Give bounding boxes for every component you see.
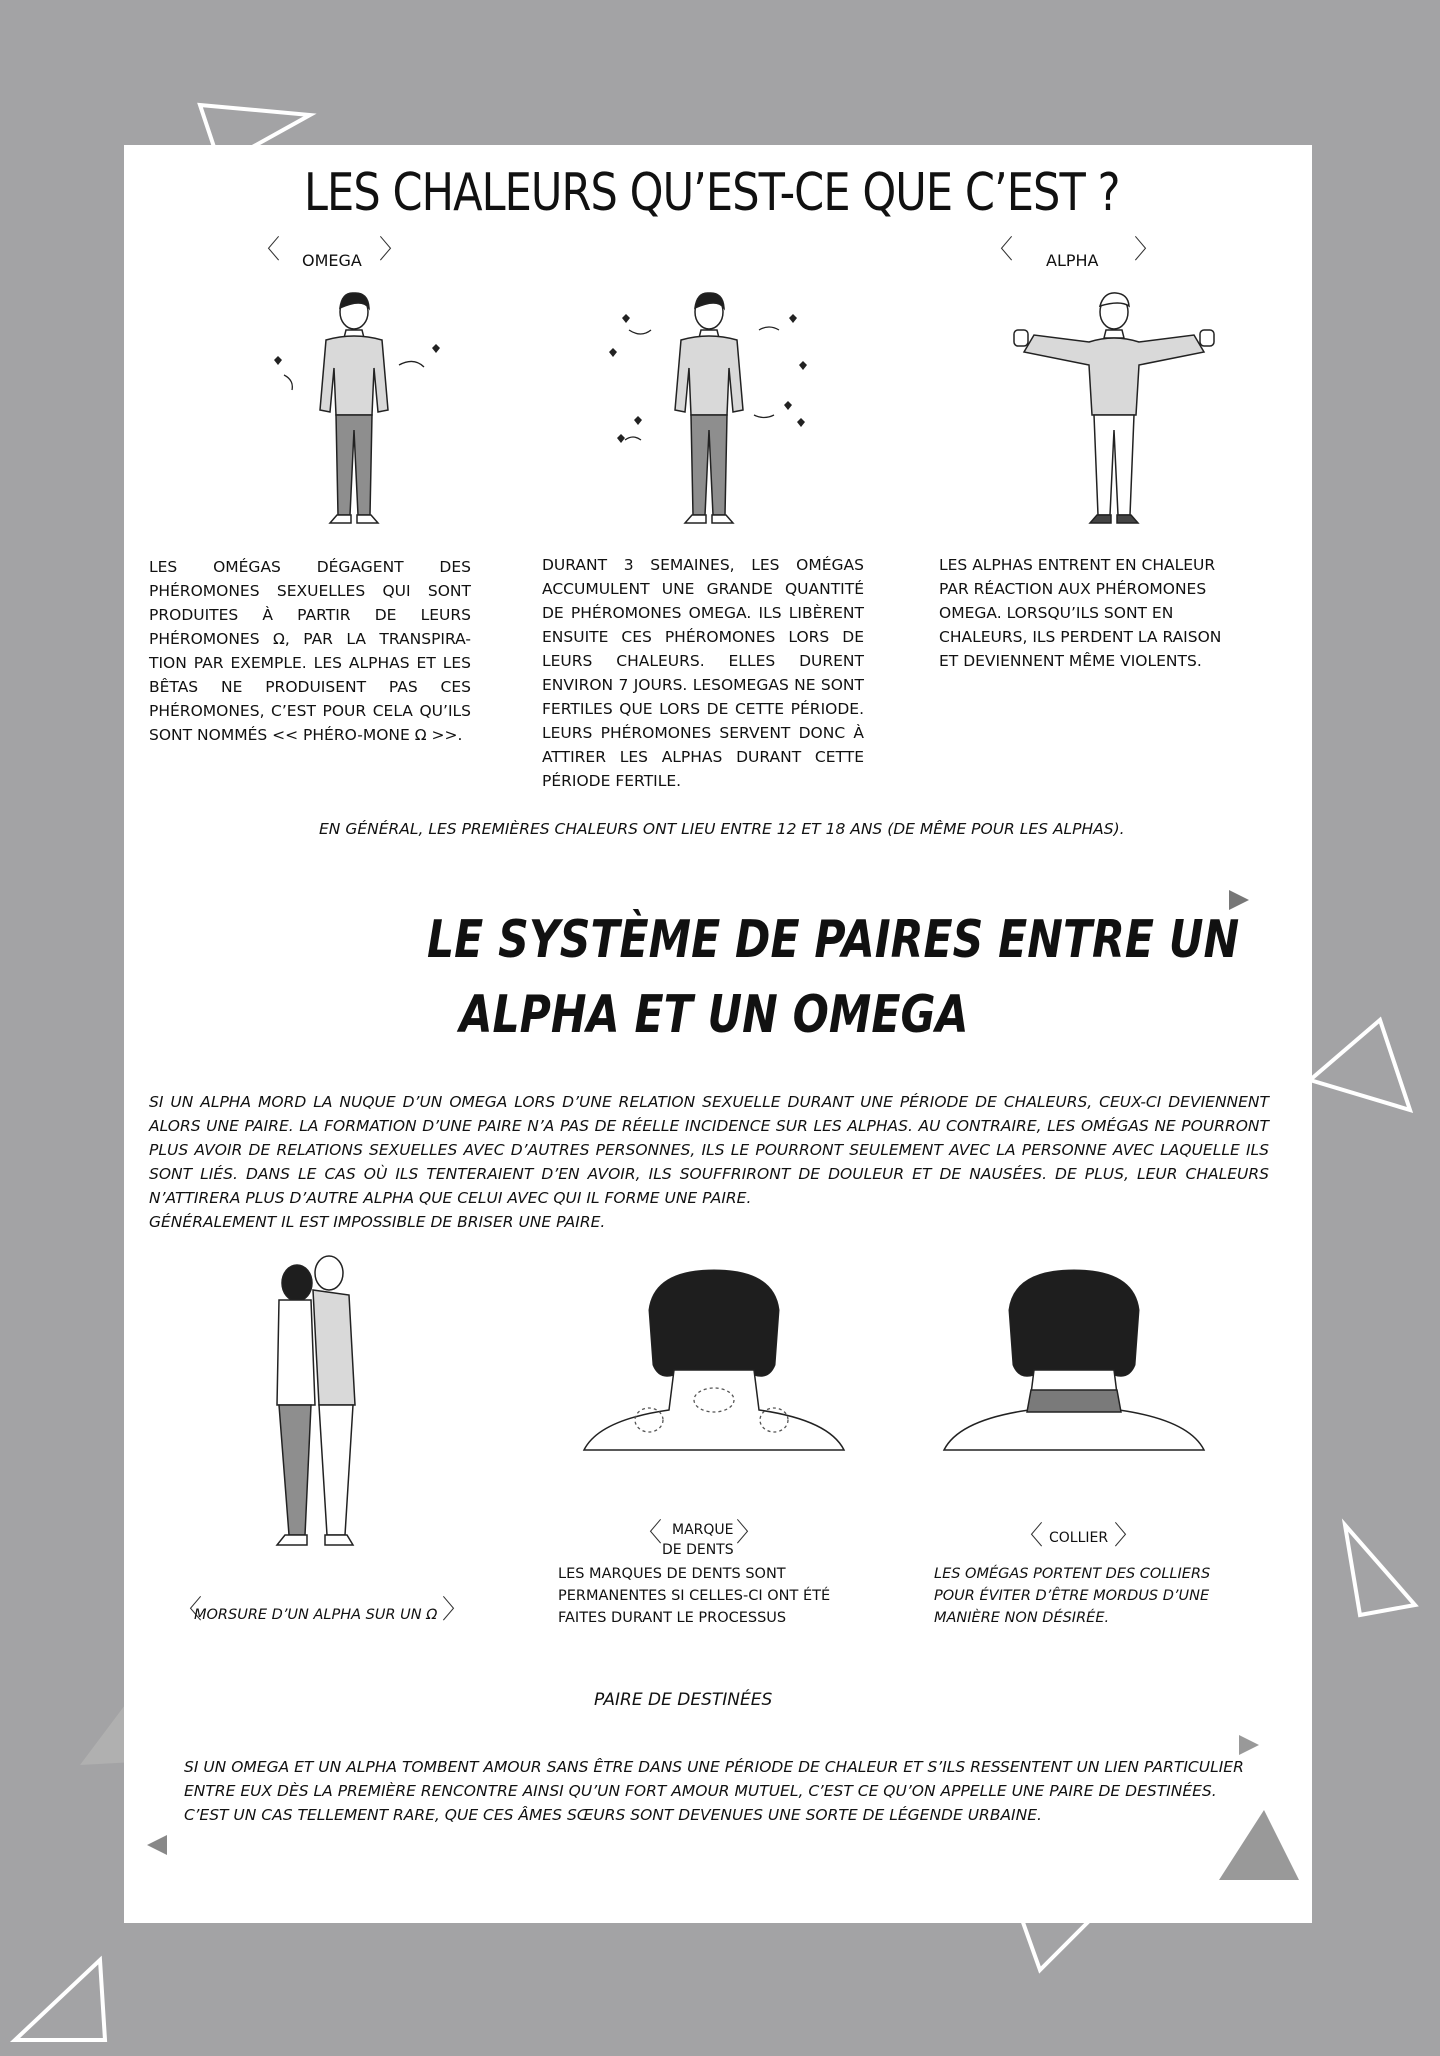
bracket-left-icon: 〈 (1017, 1521, 1044, 1551)
alpha-arms-spread-illustration (954, 290, 1274, 540)
teeth-marks-text: LES MARQUES DE DENTS SONT PERMANENTES SI CELLES-CI ONT ÉTÉ FAITES DURANT LE PROCESSUS (558, 1566, 831, 1626)
triangle-decoration-right-lower (1335, 1515, 1425, 1625)
bracket-left-icon: 〈 (636, 1518, 663, 1548)
bracket-right-icon: 〉 (1114, 1521, 1141, 1551)
omega-heat-illustration (589, 290, 829, 540)
omega-standing-illustration (234, 290, 474, 540)
omega-pheromones-text: LES OMÉGAS DÉGAGENT DES PHÉROMONES SEXUELLES QUI SONT PRODUITES À PARTIR DE LEURS PHÉROMONES Ω, PAR LA TRANSPIRA-TION PAR EXEMPLE. LES ALPHAS ET LES BÊTAS NE PRODUISENT PAS CES PHÉROMONES, C’EST POUR CELA QU’ILS SONT NOMMÉS << PHÉRO-MONE Ω >>. (149, 558, 471, 744)
pair-system-title-line2: ALPHA ET UN OMEGA (459, 985, 969, 1045)
bracket-right-icon: 〉 (1134, 235, 1161, 265)
bracket-left-icon: 〈 (987, 235, 1014, 265)
bracket-right-icon: 〉 (442, 1595, 469, 1625)
nape-bite-marks-illustration (579, 1270, 849, 1455)
collar-text: LES OMÉGAS PORTENT DES COLLIERS POUR ÉVITER D’ÊTRE MORDUS D’UNE MANIÈRE NON DÉSIRÉE. (934, 1566, 1211, 1626)
omega-label: OMEGA (302, 251, 362, 270)
fated-pair-title: PAIRE DE DESTINÉES (594, 1690, 773, 1710)
bracket-right-icon: 〉 (736, 1518, 763, 1548)
alpha-label: ALPHA (1046, 251, 1099, 270)
omega-cycle-text: DURANT 3 SEMAINES, LES OMÉGAS ACCUMULENT UNE GRANDE QUANTITÉ DE PHÉROMONES OMEGA. ILS LIBÈRENT ENSUITE CES PHÉROMONES LORS DE LEURS CHALEURS. ELLES DURENT ENVIRON 7 JOURS. LESOMEGAS NE SONT FERTILES QUE LORS DE CETTE PÉRIODE. LEURS PHÉROMONES SERVENT DONC À ATTIRER LES ALPHAS DURANT CETTE PÉRIODE FERTILE. (542, 556, 864, 790)
fated-pair-text: SI UN OMEGA ET UN ALPHA TOMBENT AMOUR SANS ÊTRE DANS UNE PÉRIODE DE CHALEUR ET S’ILS RESSENTENT UN LIEN PARTICULIER ENTRE EUX DÈS LA PREMIÈRE RENCONTRE AINSI QU’UN FORT AMOUR MUTUEL, C’EST CE QU’ON APPELLE UNE PAIRE DE DESTINÉES. C’EST UN CAS TELLEMENT RARE, QUE CES ÂMES SŒURS SONT DEVENUES UNE SORTE DE LÉGENDE URBAINE. (184, 1758, 1244, 1824)
pair-system-intro-text: SI UN ALPHA MORD LA NUQUE D’UN OMEGA LORS D’UNE RELATION SEXUELLE DURANT UNE PÉRIODE DE CHALEURS, CEUX-CI DEVIENNENT ALORS UNE PAIRE. LA FORMATION D’UNE PAIRE N’A PAS DE RÉELLE INCIDENCE SUR LES ALPHAS. AU CONTRAIRE, LES OMÉGAS NE POURRONT PLUS AVOIR DE RELATIONS SEXUELLES AVEC D’AUTRES PERSONNES, ILS LE POURRONT SEULEMENT AVEC LA PERSONNE AVEC LAQUELLE ILS SONT LIÉS. DANS LE CAS OÙ ILS TENTERAIENT D’EN AVOIR, ILS SOUFFRIRONT DE DOULEUR ET DE NAUSÉES. DE PLUS, LEUR CHALEURS N’ATTIRERA PLUS D’AUTRE ALPHA QUE CELUI AVEC QUI IL FORME UNE PAIRE. (149, 1093, 1269, 1207)
bracket-left-icon: 〈 (176, 1595, 203, 1625)
first-heat-age-note: EN GÉNÉRAL, LES PREMIÈRES CHALEURS ONT LIEU ENTRE 12 ET 18 ANS (DE MÊME POUR LES ALPHAS). (319, 820, 1125, 838)
nape-collar-illustration (939, 1270, 1209, 1455)
triangle-decoration-right (1300, 1010, 1420, 1120)
alpha-biting-omega-illustration (249, 1255, 399, 1555)
collar-label: COLLIER (1049, 1530, 1109, 1546)
teeth-marks-label-line2: DE DENTS (662, 1542, 734, 1558)
bracket-right-icon: 〉 (379, 235, 406, 265)
pair-system-title-line1: LE SYSTÈME DE PAIRES ENTRE UN (427, 910, 1240, 970)
page-sheet (124, 145, 1312, 1923)
triangle-decoration-bottom-left (5, 1950, 115, 2050)
bite-caption: MORSURE D’UN ALPHA SUR UN Ω (194, 1607, 438, 1623)
heats-title: LES CHALEURS QU’EST-CE QUE C’EST ? (304, 163, 1120, 223)
alpha-heat-text: LES ALPHAS ENTRENT EN CHALEUR PAR RÉACTION AUX PHÉROMONES OMEGA. LORSQU’ILS SONT EN CHALEURS, ILS PERDENT LA RAISON ET DEVIENNENT MÊME VIOLENTS. (939, 556, 1222, 670)
bracket-left-icon: 〈 (254, 235, 281, 265)
teeth-marks-label-line1: MARQUE (672, 1522, 734, 1538)
pair-system-unbreakable-text: GÉNÉRALEMENT IL EST IMPOSSIBLE DE BRISER UNE PAIRE. (149, 1213, 606, 1231)
triangle-marker-bottom-left (142, 1830, 172, 1860)
